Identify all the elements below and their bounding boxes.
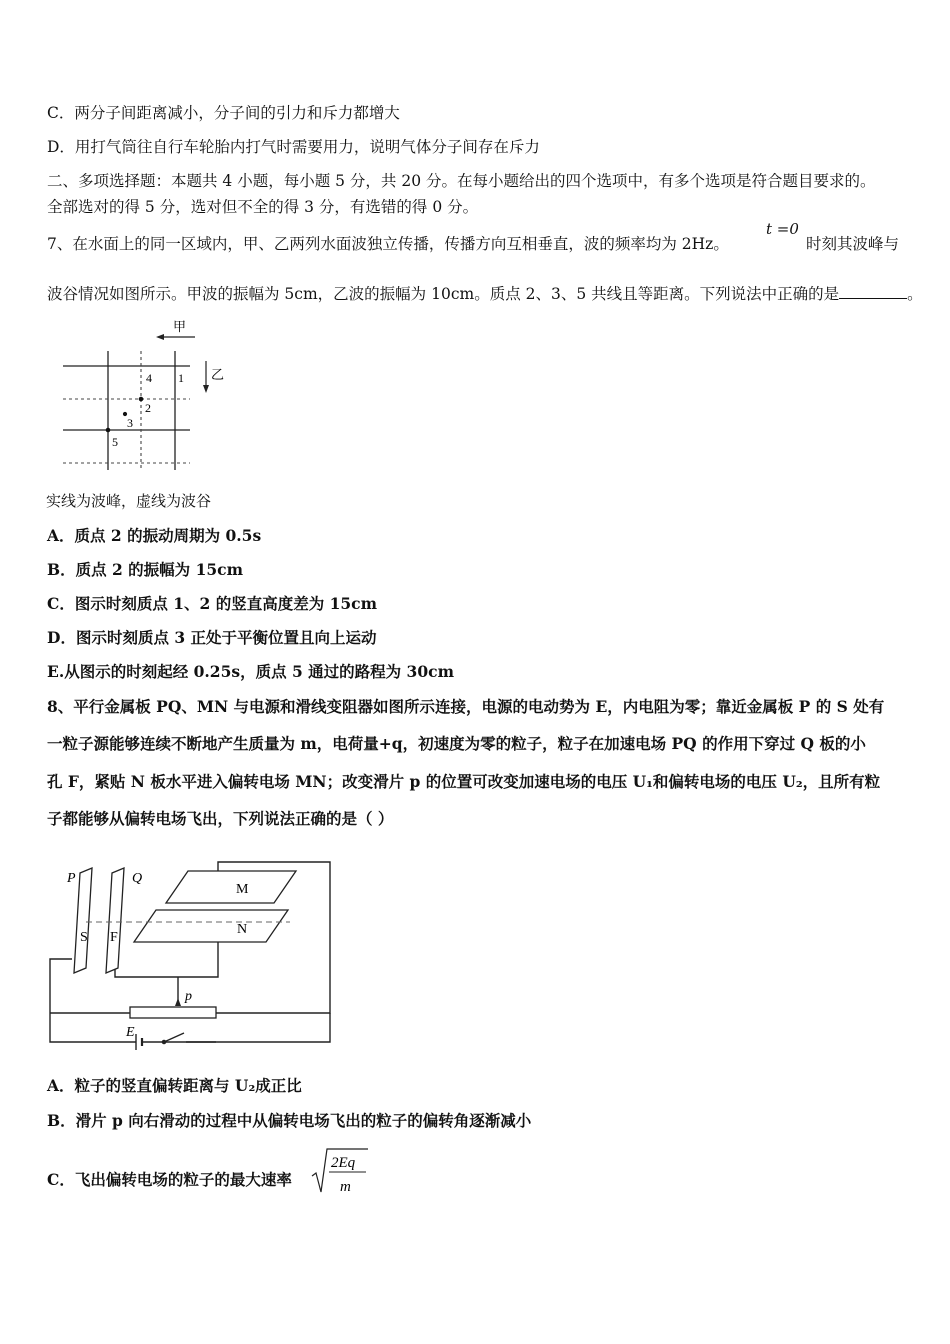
q7-option-e: E.从图示的时刻起经 0.25s，质点 5 通过的路程为 30cm [47,662,454,681]
option-d-prev: D．用打气筒往自行车轮胎内打气时需要用力，说明气体分子间存在斥力 [47,138,540,156]
q7-option-a: A．质点 2 的振动周期为 0.5s [47,526,262,545]
q7-t0-formula: t =0 [766,220,799,238]
q7-option-d: D．图示时刻质点 3 正处于平衡位置且向上运动 [47,628,377,647]
q8-option-a: A．粒子的竖直偏转距离与 U₂成正比 [47,1076,302,1095]
label-s: S [80,930,88,945]
particle-points [106,397,144,433]
plate-n [134,910,288,942]
label-n: N [237,922,248,937]
jia-label: 甲 [173,319,187,334]
section-heading-line2: 全部选对的得 5 分，选对但不全的得 3 分，有选错的得 0 分。 [47,198,479,216]
q7-stem-period: 。 [907,285,923,303]
jia-arrow [156,334,195,340]
plate-m [166,871,296,903]
q8-option-b: B．滑片 p 向右滑动的过程中从偏转电场飞出的粒子的偏转角逐渐减小 [47,1111,532,1130]
q7-option-c: C．图示时刻质点 1、2 的竖直高度差为 15cm [47,594,378,613]
option-c-prev: C．两分子间距离减小，分子间的引力和斥力都增大 [47,104,400,122]
label-p-plate: P [67,871,76,886]
label-f: F [110,930,118,945]
formula-denominator: m [340,1179,351,1195]
answer-blank [839,284,907,299]
sqrt-formula [310,1146,370,1198]
yi-label: 乙 [211,367,225,382]
q8-stem-line4: 子都能够从偏转电场飞出，下列说法正确的是（ ） [47,809,394,828]
point-4: 4 [146,371,152,385]
q7-option-b: B．质点 2 的振幅为 15cm [47,560,243,579]
q8-option-c: C．飞出偏转电场的粒子的最大速率 [47,1170,292,1189]
formula-numerator: 2Eq [331,1155,356,1171]
q8-stem-line3: 孔 F，紧贴 N 板水平进入偏转电场 MN；改变滑片 p 的位置可改变加速电场的电压 U₁和偏转电场的电压 U₂，且所有粒 [47,772,881,791]
label-e: E [126,1025,135,1040]
plate-p [74,868,92,973]
label-m: M [236,882,249,897]
label-slider: p [185,989,192,1004]
wave-grid-figure [55,315,235,475]
figure-caption: 实线为波峰，虚线为波谷 [46,492,212,510]
q7-stem-line1-end: 时刻其波峰与 [806,235,900,253]
section-heading-line1: 二、多项选择题：本题共 4 小题，每小题 5 分，共 20 分。在每小题给出的四个选项中，有多个选项是符合题目要求的。 [47,172,876,190]
q7-stem-text: 波谷情况如图所示。甲波的振幅为 5cm，乙波的振幅为 10cm。质点 2、3、5 共线且等距离。下列说法中正确的是 [47,285,840,303]
q7-stem-line2 [47,284,923,304]
point-3: 3 [127,416,133,430]
label-q-plate: Q [132,871,143,886]
circuit-figure [40,855,340,1055]
point-5: 5 [112,435,118,449]
point-2: 2 [145,401,151,415]
plate-q [106,868,124,973]
slider-arrow [175,998,181,1006]
rheostat [130,1007,216,1018]
q7-stem-line1: 7、在水面上的同一区域内，甲、乙两列水面波独立传播，传播方向互相垂直，波的频率均为 2Hz。 [47,235,729,253]
q8-stem-line1: 8、平行金属板 PQ、MN 与电源和滑线变阻器如图所示连接，电源的电动势为 E，内电阻为零；靠近金属板 P 的 S 处有 [47,697,885,716]
wave-troughs [63,351,190,470]
wave-crests [63,351,190,470]
yi-arrow [203,361,209,393]
point-1: 1 [178,371,184,385]
q8-stem-line2: 一粒子源能够连续不断地产生质量为 m，电荷量+q，初速度为零的粒子，粒子在加速电场 PQ 的作用下穿过 Q 板的小 [47,734,866,753]
